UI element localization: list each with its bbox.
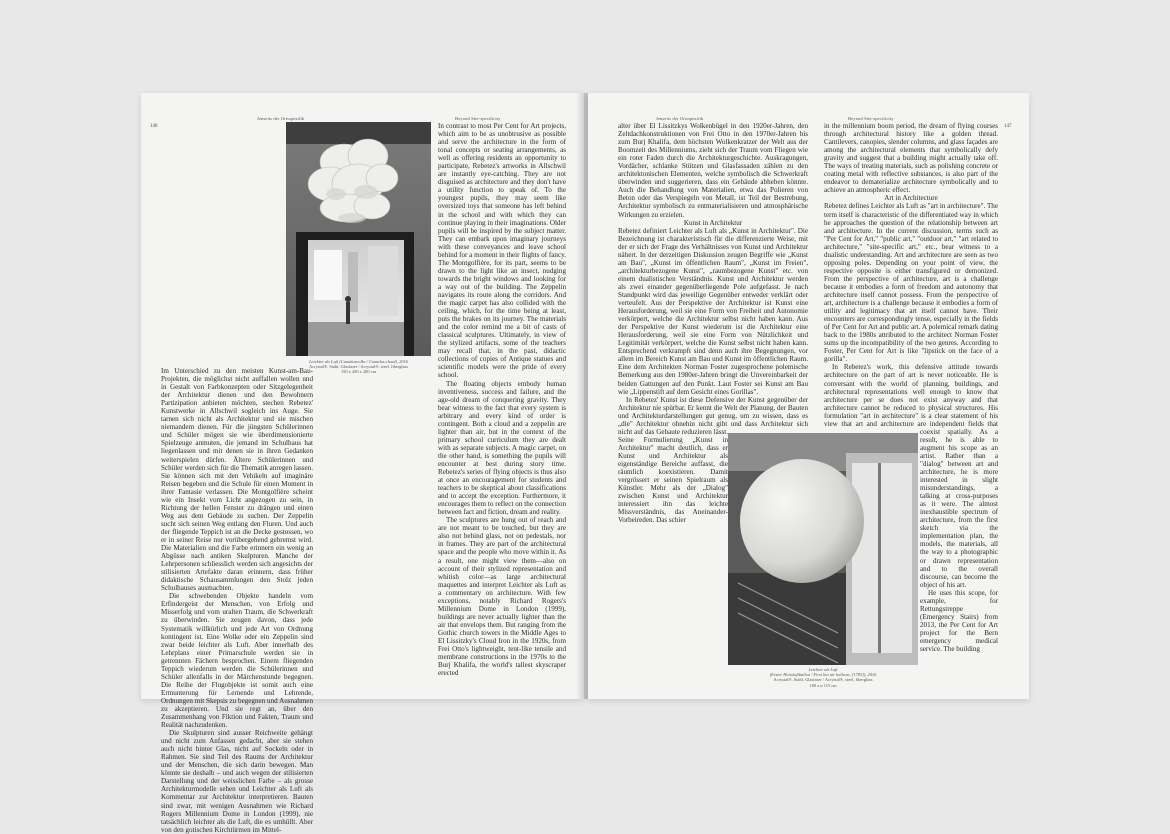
sculpture-photo-cloud: [286, 122, 431, 356]
caption-line: 180 x ø 115 cm: [809, 682, 837, 688]
running-head-en: Beyond Site-specificity: [848, 116, 894, 121]
caption-line: 150 x 200 x 280 cm: [340, 369, 376, 375]
paragraph: Rebetez defines Leichter als Luft as "art in architecture". The term itself is characteristic of the differentiated way in which he approaches the question of the relationship between art and architecture. In the current discussion, terms such as "Per Cent for Art," "public art," "outdoor art," "art related to architecture," "site-specific art," etc., bear witness to a dualistic understanding. Art and architecture are seen as two opposing poles. Depending on your point of view, the respective opposite is either transfigured or demonized. From the perspective of architecture, art is a challenge because it embodies a form of freedom and autonomy that architecture itself cannot possess. From the perspective of art, architecture is a challenge because it embodies a form of utility and legitimacy that art itself cannot have. Their encounters are correspondingly tense, especially in the fields of Per Cent for Art and public art. A polemical remark dating back to the 1980s attributed to the architect Norman Foster sums up the incompatibility of the two genres. According to Foster, Per Cent for Art is like "lipstick on the face of a gorilla".: [824, 202, 998, 364]
caption-line: Acrystal®, Stahl, Glasfaser / Acrystal®, steel, fiberglass: [308, 364, 408, 370]
paragraph: Die schwebenden Objekte handeln vom Erfindergeist der Menschen, von Erfolg und Misserfolg und vom uralten Traum, die Schwerkraft zu überwinden. Sie zeugen davon, dass jede Systematik willkürlich und jede Art von Ordnung kontingent ist. Eine Wolke oder ein Zeppelin sind zwar beide leichter als Luft. Aber innerhalb des Lehrplans einer Primarschule werden sie in getrennten Fächern besprochen. Einem fliegenden Teppich wiederum werden die Schülerinnen und Schüler allenfalls in der Märchenstunde begegnen. Die Reihe der Flugobjekte ist somit auch eine Ermunterung für Lernende und Lehrende, Ordnungen mit Skepsis zu begegnen und Ausnahmen zu akzeptieren. Und sie regt an, über den Zusammenhang von Fiktion und Fakten, Traum und Realität nachzudenken.: [161, 592, 313, 730]
article-column-en: [824, 122, 998, 688]
paragraph: He uses this scope, for example, for Rettungstreppe (Emergency Stairs) from 2013, the Per Cent for Art project for the Bern emergency medical service. The building: [920, 588, 998, 654]
paragraph: in the millennium boom period, the dream of flying courses through architectural history like a golden thread. Cantilevers, canopies, slender columns, and glass façades are among the architectural elements that symbolically defy gravity and suggest that a building might actually take off. The ways of treating materials, such as polishing concrete or coating metal with reflective substances, is also part of the endeavor to dematerialize architecture symbolically and to achieve an atmospheric effect.: [824, 122, 998, 195]
right-page: [588, 93, 1029, 699]
caption-line: Leichter als Luft (Cumulusvolke / Cumulus cloud), 2016: [309, 359, 408, 364]
paragraph: alter über El Lissitzkys Wolkenbügel in den 1920er-Jahren, den Zeltdachkonstruktionen von Frei Otto in den 1970er-Jahren bis zum Burj Khalifa, dem höchsten Wolkenkratzer der Welt aus der Boomzeit des Millenniums, zieht sich der Traum vom Fliegen wie ein roter Faden durch die Architekturgeschichte. Auskragungen, Vordächer, schlanke Stützen und Glasfassaden zählen zu den architektonischen Elementen, welche symbolisch die Schwerkraft überwinden und suggerieren, dass ein Gebäude abheben könnte. Auch die Behandlung von Materialien, etwa das Polieren von Beton oder das Verspiegeln von Metall, ist Teil der Bestrebung, Architektur symbolisch zu entmaterialisieren und atmosphärische Wirkungen zu erzielen.: [618, 122, 808, 219]
caption-line: Acrystal®, Stahl, Glasfaser / Acrystal®, steel, fiberglass: [773, 677, 873, 683]
running-head-en: Beyond Site-specificity: [455, 116, 501, 121]
section-heading: Kunst in Architektur: [683, 218, 743, 227]
section-heading: Art in Architecture: [884, 194, 938, 203]
cloud-sculpture-image: [286, 122, 431, 356]
paragraph: Die Skulpturen sind ausser Reichweite gehängt und nicht zum Anfassen gedacht, aber sie stehen auch nicht hinter Glas, nicht auf Sockeln oder in Rahmen. Sie sind Teil des Raums der Architektur und der Menschen, die sich darin bewegen. Man könnte sie deshalb – und auch wegen der stilisierten Darstellung und der weisslichen Farbe – als grosse Architekturmodelle sehen und Leichter als Luft als Kommentar zur Architektur interpretieren. Bauten sind zwar, mit wenigen Ausnahmen wie Richard Rogers Millennium Dome in London (1999), nie tatsächlich leichter als die Luft, die es umhüllt. Aber von den gotischen Kirchtürmen im Mittel-: [161, 729, 313, 834]
caption-cloud: [286, 359, 431, 375]
page-number: 146: [150, 124, 158, 129]
paragraph: The sculptures are hung out of reach and are not meant to be touched, but they are also not behind glass, not on pedestals, nor in frames. They are part of the architectural space and the people who move within it. As a result, one might view them—also on account of their stylized representation and whitish color—as large architectural maquettes and interpret Leichter als Luft as a commentary on architecture. With few exceptions, notably Richard Rogers's Millennium Dome in London (1999), buildings are never actually lighter than the air that envelops them. But ranging from the Gothic church towers in the Middle Ages to El Lissitzky's Cloud Iron in the 1920s, from Frei Otto's lightweight, tent-like tensile and membrane constructions in the 1970s to the Burj Khalifa, the world's tallest skyscraper erected: [438, 516, 566, 678]
paragraph: Rebetez definiert Leichter als Luft als „Kunst in Architektur". Die Bezeichnung ist charakteristisch für die differenzierte Weise, mit der er sich der Frage des Verhältnisses von Kunst und Architektur nähert. In der derzeitigen Diskussion zeugen Begriffe wie „Kunst am Bau", „Kunst im öffentlichen Raum", „Kunst im Freien", „architekturbezogene Kunst", „raumbezogene Kunst" etc. von einem dualistischen Verständnis. Kunst und Architektur werden als zwei einander gegenüberliegende Pole aufgefasst. Je nach Standpunkt wird das jeweilige Gegenüber entweder verklärt oder verteufelt. Aus der Perspektive der Architektur ist Kunst eine Herausforderung, weil sie eine Form von Freiheit und Autonomie verkörpert, welche die Architektur selbst nicht haben kann. Aus der Perspektive der Kunst wiederum ist die Architektur eine Herausforderung, weil sie eine Form von Nützlichkeit und Legitimität verkörpert, welche die Kunst selbst nicht haben kann. Entsprechend verkrampft sind denn auch ihre Begegnungen, vor allem im Bereich Kunst am Bau und Kunst im öffentlichen Raum. Eine dem Architekten Norman Foster zugesprochene polemische Bemerkung aus den 1980er-Jahren bringt die Unvereinbarkeit der beiden Gattungen auf den Punkt. Laut Foster sei Kunst am Bau wie „Lippenstift auf dem Gesicht eines Gorillas".: [618, 226, 808, 396]
caption-line: Leichter als Luft: [808, 667, 838, 672]
paragraph: In Rebetez' Kunst ist diese Defensive der Kunst gegenüber der Architektur nie spürbar. Er kennt die Welt der Planung, der Bauten und Architekturdarstellungen gut genug, um zu wissen, dass es „die" Architektur ohnehin nicht gibt und dass Architektur sich nicht auf das Gebaute reduzieren lässt. Seine Formulierung „Kunst in Architektur" macht deutlich, dass er Kunst und Architektur als eigenständige Bereiche auffasst, die räumlich koexistieren. Damit vergrössert er seinen Spielraum als Künstler. Mehr als der „Dialog" zwischen Kunst und Architektur interessiert ihn das leichte Missverständnis, das Aneinander-Vorbeireden. Das schier: [618, 395, 808, 525]
running-head-de: Jenseits der Ortsspezifik: [257, 116, 305, 121]
paragraph: Im Unterschied zu den meisten Kunst-am-Bau-Projekten, die möglichst nicht auffallen wollen und in Gestalt von Farbkonzepten oder Sitzgelegenheit der Architektur dienen und den Bewohnern Partizipation anbieten möchten, stechen Rebetez' Kunstwerke in Allschwil sogleich ins Auge. Sie tarnen sich nicht als Architektur und sie mischen niemandem dienen. Für die jüngsten Schülerinnen und Schüler mögen sie wie überdimensionierte Spielzeuge anmuten, die jemand im Schulhaus hat liegenlassen und mit denen sie in ihren Gedanken weiterspielen dürfen. Ältere Schülerinnen und Schüler werden sich für die Thematik anregen lassen. Sie können sich mit den Vehikeln auf imaginäre Reisen begeben und die Schule für einen Moment in ihrer Fantasie verlassen. Die Montgolfière scheint wie ein Insekt vom Licht angezogen zu sein, in Richtung der hellen Fenster zu drängen und einen Weg aus dem Gebäude zu suchen. Der Zeppelin sucht sich seinen Weg entlang den Fluren. Und auch der fliegende Teppich ist an die Decke gestossen, wo er in seiner Reise nur vorübergehend gebremst wird. Die Materialien und die Farbe erinnern ein wenig an Abgüsse nach antiken Skulpturen. Manche der Lehrpersonen schliesslich werden sich angesichts der stilisierten Artefakte daran erinnern, dass früher didaktische Schausammlungen den Stolz jeden Schulhauses ausmachten.: [161, 367, 313, 593]
paragraph: In contrast to most Per Cent for Art projects, which aim to be as unobtrusive as possible and serve the architecture in the form of tonal concepts or seating arrangements, as well as offering residents an opportunity to participate, Rebetez's artworks in Allschwil are instantly eye-catching. They are not disguised as architecture and they don't have a utility function to speak of. To the youngest pupils, they may seem like oversized toys that someone has left behind in the school and with which they can continue playing in their imaginations. Older pupils will be inspired by the subject matter. They can embark upon imaginary journeys with these conveyances and leave school behind for a moment in their flights of fancy. The Montgolfière, for its part, seems to be drawn to the light like an insect, nudging towards the bright windows and looking for a way out of the building. The Zeppelin navigates its route along the corridors. And the magic carpet has also collided with the ceiling, which, for the time being at least, puts the brakes on its journey. The materials and the color remind me a bit of casts of classical sculptures. Ultimately, in view of the stylized artifacts, some of the teachers may recall that, in the past, didactic collections of copies of Antique statues and scientific models were the pride of every school.: [438, 122, 566, 380]
page-number: 147: [1004, 124, 1012, 129]
paragraph: The floating objects embody human inventiveness, success and failure, and the age-old dream of conquering gravity. They bear witness to the fact that every system is arbitrary and every kind of order is contingent. Both a cloud and a zeppelin are lighter than air, but in the context of the primary school curriculum they are dealt with as separate subjects. A magic carpet, on the other hand, is something the pupils will encounter at best during story time. Rebetez's series of flying objects is thus also at once an encouragement for students and teachers to be skeptical about classifications and to accept the exception. Furthermore, it encourages them to reflect on the connection between fact and fiction, dream and reality.: [438, 379, 566, 517]
paragraph: In Rebetez's work, this defensive attitude towards architecture on the part of art is never noticeable. He is conversant with the world of planning, buildings, and architectural representations well enough to know that architecture per se does not exist anyway and that architecture cannot be reduced to physical structures. His formulation "art in architecture" is a clear statement of his view that art and architecture are independent fields that coexist spatially. As a result, he is able to augment his scope as an artist. Rather than a "dialog" between art and architecture, he is more interested in slight misunderstandings, a talking at cross-purposes as it were. The almost inexhaustible spectrum of architecture, from the first sketch via the implementation plan, the models, the materials, all the way to a photographic or drawn representation and to the overall discourse, can become the object of his art.: [824, 363, 998, 589]
caption-line: (Erster Heissluftballon / First hot air balloon, [1783]), 2016: [769, 672, 877, 678]
article-column-en: [438, 122, 566, 688]
left-page: [141, 93, 584, 834]
running-head-de: Jenseits der Ortsspezifik: [656, 116, 704, 121]
